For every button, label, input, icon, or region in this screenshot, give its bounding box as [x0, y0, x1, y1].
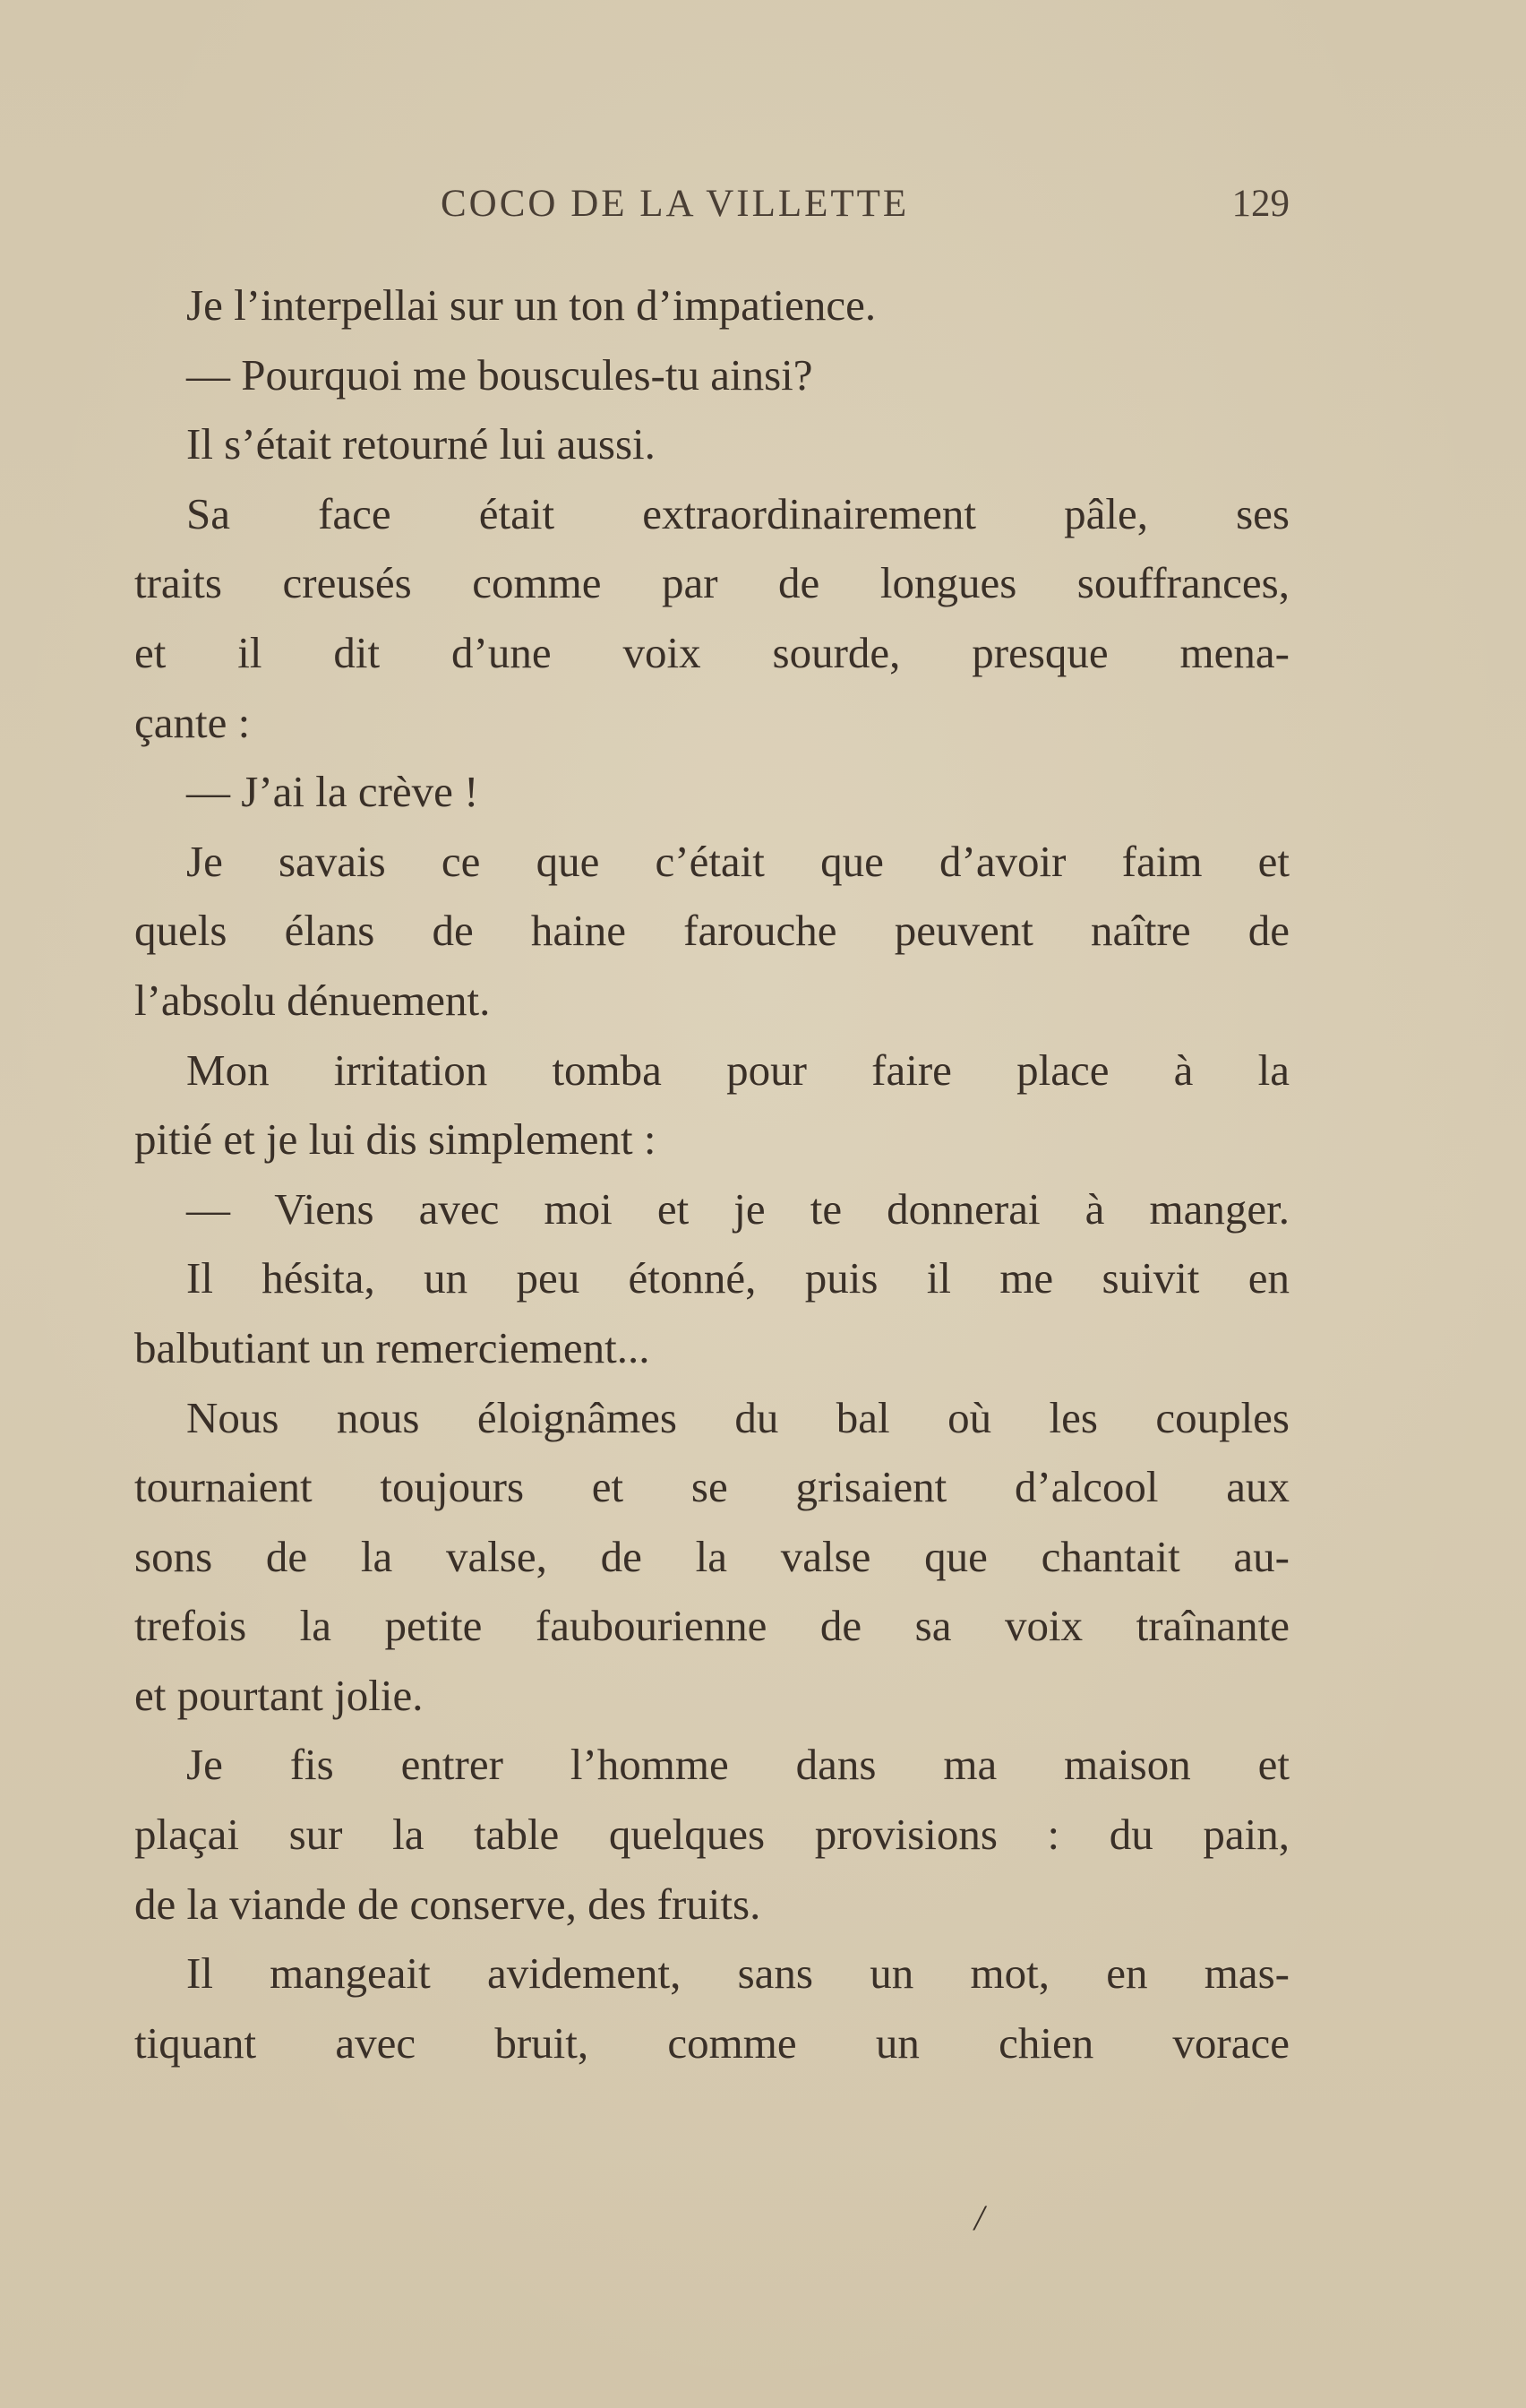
running-title: COCO DE LA VILLETTE — [441, 183, 910, 225]
text-line: balbutiant un remerciement... — [134, 1322, 650, 1372]
page-header — [134, 182, 1290, 236]
text-line: — Viens avec moi et je te donnerai à manger. — [186, 1183, 1290, 1234]
text-line: et il dit d’une voix sourde, presque mena- — [134, 627, 1290, 677]
text-line: Il hésita, un peu étonné, puis il me suivit en — [186, 1253, 1290, 1303]
text-line: Nous nous éloignâmes du bal où les couples — [186, 1392, 1290, 1442]
text-line: Sa face était extraordinairement pâle, ses — [186, 488, 1290, 538]
body-text — [134, 271, 1290, 2077]
text-line: de la viande de conserve, des fruits. — [134, 1879, 761, 1929]
text-line: plaçai sur la table quelques provisions : du pain, — [134, 1810, 1290, 1860]
text-line: traits creusés comme par de longues souffrances, — [134, 558, 1290, 608]
text-line: — Pourquoi me bouscules-tu ainsi? — [186, 349, 813, 400]
text-line: — J’ai la crève ! — [186, 767, 479, 817]
text-line: trefois la petite faubourienne de sa voix traînante — [134, 1601, 1290, 1651]
text-line: Il mangeait avidement, sans un mot, en mas- — [186, 1948, 1290, 1999]
text-line: l’absolu dénuement. — [134, 975, 491, 1025]
text-line: tiquant avec bruit, comme un chien vorace — [134, 2017, 1290, 2068]
text-line: pitié et je lui dis simplement : — [134, 1114, 656, 1165]
folio-mark: / — [974, 2197, 985, 2238]
text-line: et pourtant jolie. — [134, 1670, 424, 1720]
text-line: Je fis entrer l’homme dans ma maison et — [186, 1740, 1290, 1790]
text-line: sons de la valse, de la valse que chantait au- — [134, 1531, 1290, 1581]
text-line: Je l’interpellai sur un ton d’impatience. — [186, 280, 877, 330]
page-number: 129 — [1231, 183, 1290, 225]
text-line: tournaient toujours et se grisaient d’alcool aux — [134, 1462, 1290, 1512]
text-line: quels élans de haine farouche peuvent naître de — [134, 906, 1290, 956]
text-line: Mon irritation tomba pour faire place à la — [186, 1045, 1290, 1095]
text-line: çante : — [134, 697, 251, 747]
text-line: Je savais ce que c’était que d’avoir faim et — [186, 836, 1290, 886]
text-line: Il s’était retourné lui aussi. — [186, 419, 656, 469]
